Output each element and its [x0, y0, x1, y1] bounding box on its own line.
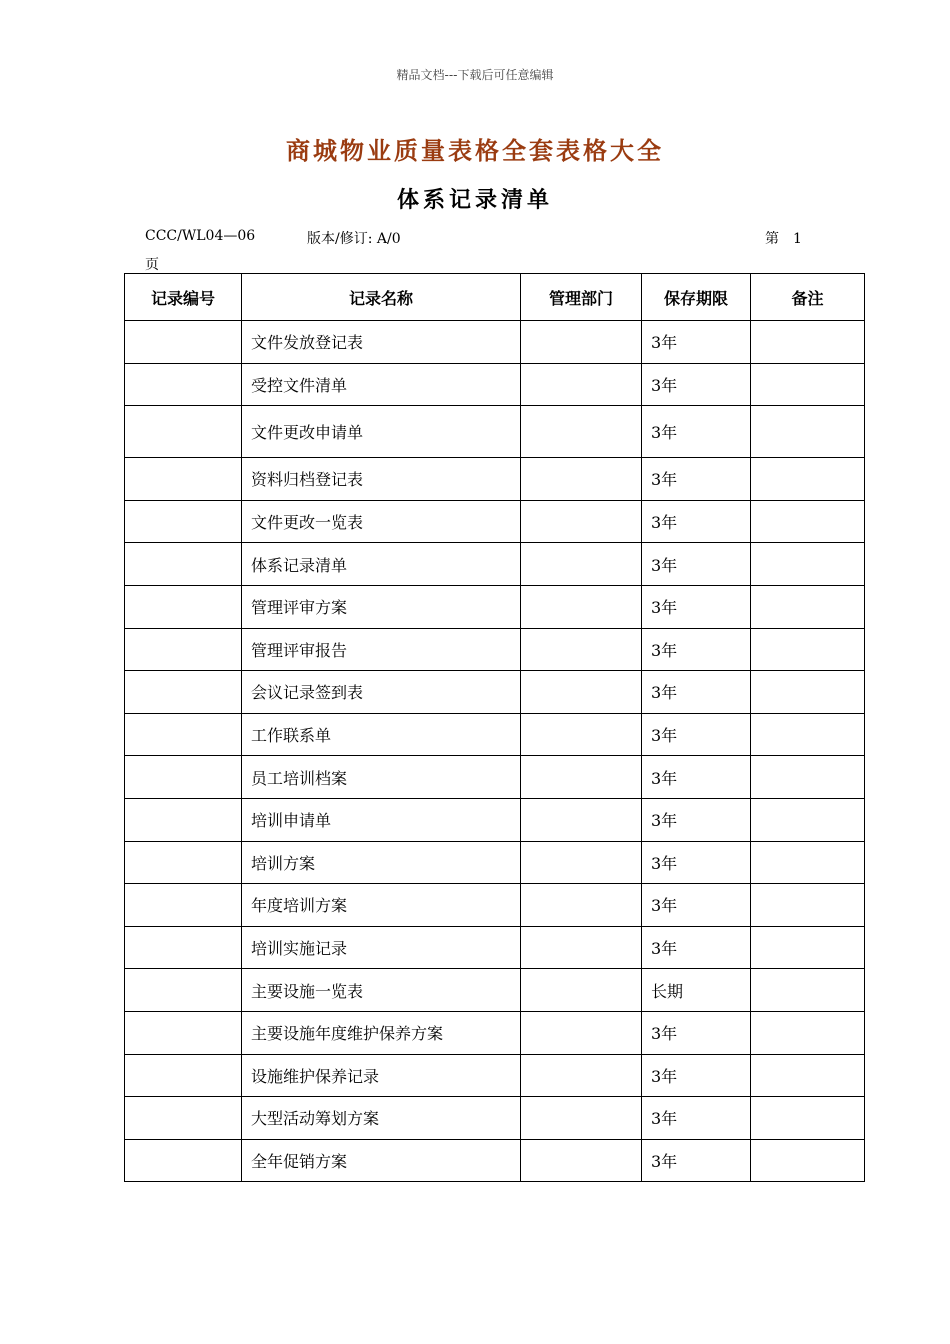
table-row [125, 713, 865, 756]
table-row [125, 363, 865, 406]
table-row [125, 926, 865, 969]
table-row [125, 585, 865, 628]
table-row [125, 500, 865, 543]
cell-retention: 3年 [642, 321, 751, 364]
cell-department [521, 500, 642, 543]
cell-retention: 3年 [642, 406, 751, 458]
table-row [125, 406, 865, 458]
cell-record-id [125, 926, 242, 969]
cell-record-id [125, 969, 242, 1012]
cell-remarks [751, 756, 865, 799]
cell-record-id [125, 458, 242, 501]
cell-retention: 3年 [642, 671, 751, 714]
cell-department [521, 458, 642, 501]
cell-department [521, 841, 642, 884]
table-row [125, 756, 865, 799]
cell-record-name: 年度培训方案 [242, 884, 521, 927]
table-row [125, 458, 865, 501]
table-row [125, 1139, 865, 1182]
cell-department [521, 713, 642, 756]
cell-record-name: 管理评审报告 [242, 628, 521, 671]
header-remarks: 备注 [751, 274, 865, 321]
cell-department [521, 1054, 642, 1097]
cell-department [521, 884, 642, 927]
cell-remarks [751, 1139, 865, 1182]
table-row [125, 671, 865, 714]
cell-department [521, 969, 642, 1012]
cell-retention: 3年 [642, 363, 751, 406]
table-header-row [125, 274, 865, 321]
cell-retention: 3年 [642, 884, 751, 927]
cell-record-name: 工作联系单 [242, 713, 521, 756]
cell-retention: 长期 [642, 969, 751, 1012]
sub-title: 体系记录清单 [396, 187, 553, 213]
cell-department [521, 1097, 642, 1140]
table-row [125, 798, 865, 841]
cell-retention: 3年 [642, 756, 751, 799]
cell-department [521, 926, 642, 969]
table-row [125, 1011, 865, 1054]
cell-record-name: 主要设施一览表 [242, 969, 521, 1012]
header-department: 管理部门 [521, 274, 642, 321]
cell-department [521, 628, 642, 671]
cell-record-name: 全年促销方案 [242, 1139, 521, 1182]
cell-remarks [751, 1054, 865, 1097]
cell-department [521, 406, 642, 458]
watermark-text: 精品文档---下载后可任意编辑 [396, 68, 554, 82]
cell-department [521, 671, 642, 714]
records-table [124, 273, 865, 1182]
cell-record-name: 资料归档登记表 [242, 458, 521, 501]
cell-record-id [125, 1011, 242, 1054]
cell-remarks [751, 969, 865, 1012]
cell-remarks [751, 321, 865, 364]
cell-record-name: 主要设施年度维护保养方案 [242, 1011, 521, 1054]
cell-record-name: 受控文件清单 [242, 363, 521, 406]
cell-retention: 3年 [642, 841, 751, 884]
cell-remarks [751, 363, 865, 406]
cell-remarks [751, 585, 865, 628]
cell-department [521, 585, 642, 628]
cell-retention: 3年 [642, 628, 751, 671]
cell-record-id [125, 1054, 242, 1097]
cell-record-name: 培训申请单 [242, 798, 521, 841]
cell-record-id [125, 406, 242, 458]
document-code: CCC/WL04—06 [145, 228, 256, 244]
version-revision: 版本/修订: A/0 [307, 231, 401, 247]
cell-department [521, 756, 642, 799]
header-record-name: 记录名称 [242, 274, 521, 321]
cell-retention: 3年 [642, 713, 751, 756]
table-row [125, 969, 865, 1012]
table-row [125, 884, 865, 927]
cell-remarks [751, 798, 865, 841]
cell-remarks [751, 458, 865, 501]
cell-record-name: 体系记录清单 [242, 543, 521, 586]
cell-record-id [125, 1097, 242, 1140]
cell-retention: 3年 [642, 1011, 751, 1054]
cell-retention: 3年 [642, 543, 751, 586]
cell-department [521, 1011, 642, 1054]
cell-remarks [751, 1011, 865, 1054]
header-retention: 保存期限 [642, 274, 751, 321]
cell-record-name: 会议记录签到表 [242, 671, 521, 714]
cell-remarks [751, 500, 865, 543]
cell-department [521, 543, 642, 586]
cell-retention: 3年 [642, 458, 751, 501]
cell-record-id [125, 543, 242, 586]
cell-remarks [751, 841, 865, 884]
page-unit: 页 [145, 257, 159, 273]
cell-remarks [751, 884, 865, 927]
cell-record-name: 培训方案 [242, 841, 521, 884]
cell-record-id [125, 628, 242, 671]
page-number: 第 1 [765, 231, 802, 247]
cell-remarks [751, 713, 865, 756]
cell-record-name: 设施维护保养记录 [242, 1054, 521, 1097]
cell-record-name: 大型活动筹划方案 [242, 1097, 521, 1140]
cell-department [521, 798, 642, 841]
cell-record-id [125, 671, 242, 714]
cell-remarks [751, 1097, 865, 1140]
cell-record-id [125, 798, 242, 841]
cell-record-id [125, 841, 242, 884]
cell-department [521, 1139, 642, 1182]
cell-record-name: 管理评审方案 [242, 585, 521, 628]
cell-record-name: 文件更改申请单 [242, 406, 521, 458]
cell-record-id [125, 1139, 242, 1182]
cell-department [521, 363, 642, 406]
cell-remarks [751, 926, 865, 969]
cell-retention: 3年 [642, 1097, 751, 1140]
table-row [125, 1054, 865, 1097]
cell-retention: 3年 [642, 926, 751, 969]
cell-record-id [125, 363, 242, 406]
cell-record-name: 文件更改一览表 [242, 500, 521, 543]
cell-record-id [125, 321, 242, 364]
main-title: 商城物业质量表格全套表格大全 [286, 136, 664, 165]
records-body [125, 321, 865, 1182]
document-meta [145, 228, 825, 248]
cell-record-name: 文件发放登记表 [242, 321, 521, 364]
cell-record-name: 培训实施记录 [242, 926, 521, 969]
cell-record-id [125, 500, 242, 543]
table-row [125, 321, 865, 364]
cell-remarks [751, 406, 865, 458]
cell-retention: 3年 [642, 1054, 751, 1097]
cell-retention: 3年 [642, 1139, 751, 1182]
table-row [125, 841, 865, 884]
cell-record-id [125, 884, 242, 927]
header-record-id: 记录编号 [125, 274, 242, 321]
cell-retention: 3年 [642, 585, 751, 628]
cell-remarks [751, 628, 865, 671]
cell-record-id [125, 756, 242, 799]
cell-remarks [751, 671, 865, 714]
cell-remarks [751, 543, 865, 586]
cell-record-id [125, 713, 242, 756]
table-row [125, 1097, 865, 1140]
table-row [125, 543, 865, 586]
cell-department [521, 321, 642, 364]
cell-record-id [125, 585, 242, 628]
table-row [125, 628, 865, 671]
cell-retention: 3年 [642, 500, 751, 543]
cell-retention: 3年 [642, 798, 751, 841]
cell-record-name: 员工培训档案 [242, 756, 521, 799]
